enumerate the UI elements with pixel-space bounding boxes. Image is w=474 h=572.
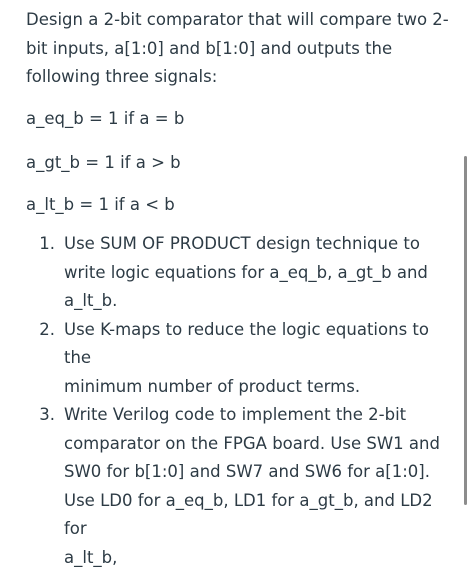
task-text: Use K-maps to reduce the logic equations to the minimum number of product terms. [64,319,429,396]
question-content [26,6,454,567]
task-number: 1. [39,234,55,253]
list-item [26,316,456,402]
task-number: 3. [39,405,55,424]
task-list [26,230,456,572]
task-text: Use SUM OF PRODUCT design technique to write logic equations for a_eq_b, a_gt_b and a_lt_b. [64,234,428,310]
vertical-scrollbar[interactable] [464,156,467,505]
problem-statement: Design a 2-bit comparator that will compare two 2- bit inputs, a[1:0] and b[1:0] and outputs the following three signals: [26,10,449,86]
task-number: 2. [39,319,55,339]
list-item [26,230,456,316]
task-text: Write Verilog code to implement the 2-bit comparator on the FPGA board. Use SW1 and SW0 for b[1:0] and SW7 and SW6 for a[1:0]. Use LD0 for a_eq_b, LD1 for a_gt_b, and LD2 for a_lt_b, [64,405,440,567]
equation-a-eq-b: a_eq_b = 1 if a = b [26,109,185,128]
list-item [26,401,456,572]
equation-a-gt-b: a_gt_b = 1 if a > b [26,153,181,172]
equation-a-lt-b: a_lt_b = 1 if a < b [26,195,175,214]
